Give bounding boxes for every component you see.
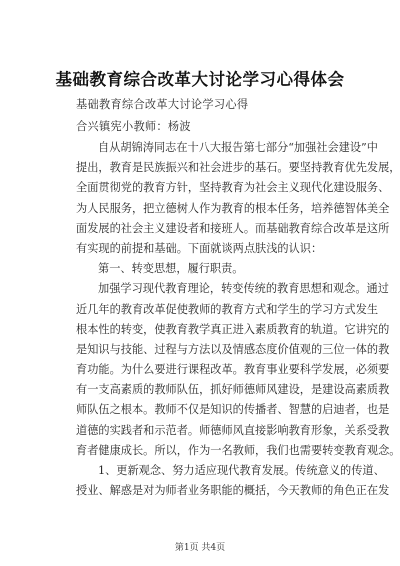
body-line: 全面贯彻党的教育方针，坚持教育为社会主义现代化建设服务、 xyxy=(76,181,390,195)
page-footer: 第1页 共4页 xyxy=(174,543,226,553)
body-line: 育者健康成长。所以，作为一名教师，我们也需要转变教育观念。 xyxy=(76,443,400,457)
body-line: 面发展的社会主义建设者和接班人。而基础教育综合改革是这所 xyxy=(76,221,390,235)
body-line: 有一支高素质的教师队伍，抓好师德师风建设，是建设高素质教 xyxy=(76,383,390,397)
body-line: 提出，教育是民族振兴和社会进步的基石。要坚持教育优先发展， xyxy=(76,161,400,175)
document-subtitle: 基础教育综合改革大讨论学习心得 xyxy=(76,98,249,111)
author-line: 合兴镇宪小教师：杨波 xyxy=(76,120,191,133)
body-line: 1、更新观念、努力适应现代教育发展。传统意义的传道、 xyxy=(98,464,385,477)
body-line: 育功能。为什么要进行课程改革。教育事业要科学发展，必须要 xyxy=(76,363,390,377)
body-line: 授业、解惑是对为师者业务职能的概括，今天教师的角色正在发 xyxy=(76,484,390,498)
body-line: 为人民服务，把立德树人作为教育的根本任务，培养德智体美全 xyxy=(76,201,390,215)
body-line: 是知识与技能、过程与方法以及情感态度价值观的三位一体的教 xyxy=(76,342,390,356)
body-line: 根本性的转变，使教育教学真正进入素质教育的轨道。它讲究的 xyxy=(76,322,390,336)
section-heading: 第一、转变思想，履行职责。 xyxy=(98,262,244,276)
body-line: 加强学习现代教育理论，转变传统的教育思想和观念。通过 xyxy=(98,282,389,296)
document-title: 基础教育综合改革大讨论学习心得体会 xyxy=(55,70,345,89)
body-text xyxy=(76,138,400,501)
body-line: 自从胡锦涛同志在十八大报告第七部分“加强社会建设”中 xyxy=(98,141,378,154)
body-line: 道德的实践者和示范者。师德师风直接影响教育形象，关系受教 xyxy=(76,423,390,437)
body-line: 近几年的教育改革促使教师的教育方式和学生的学习方式发生 xyxy=(76,302,379,316)
body-line: 有实现的前提和基础。下面就谈两点肤浅的认识： xyxy=(76,241,323,255)
body-line: 师队伍之根本。教师不仅是知识的传播者、智慧的启迪者，也是 xyxy=(76,403,390,417)
